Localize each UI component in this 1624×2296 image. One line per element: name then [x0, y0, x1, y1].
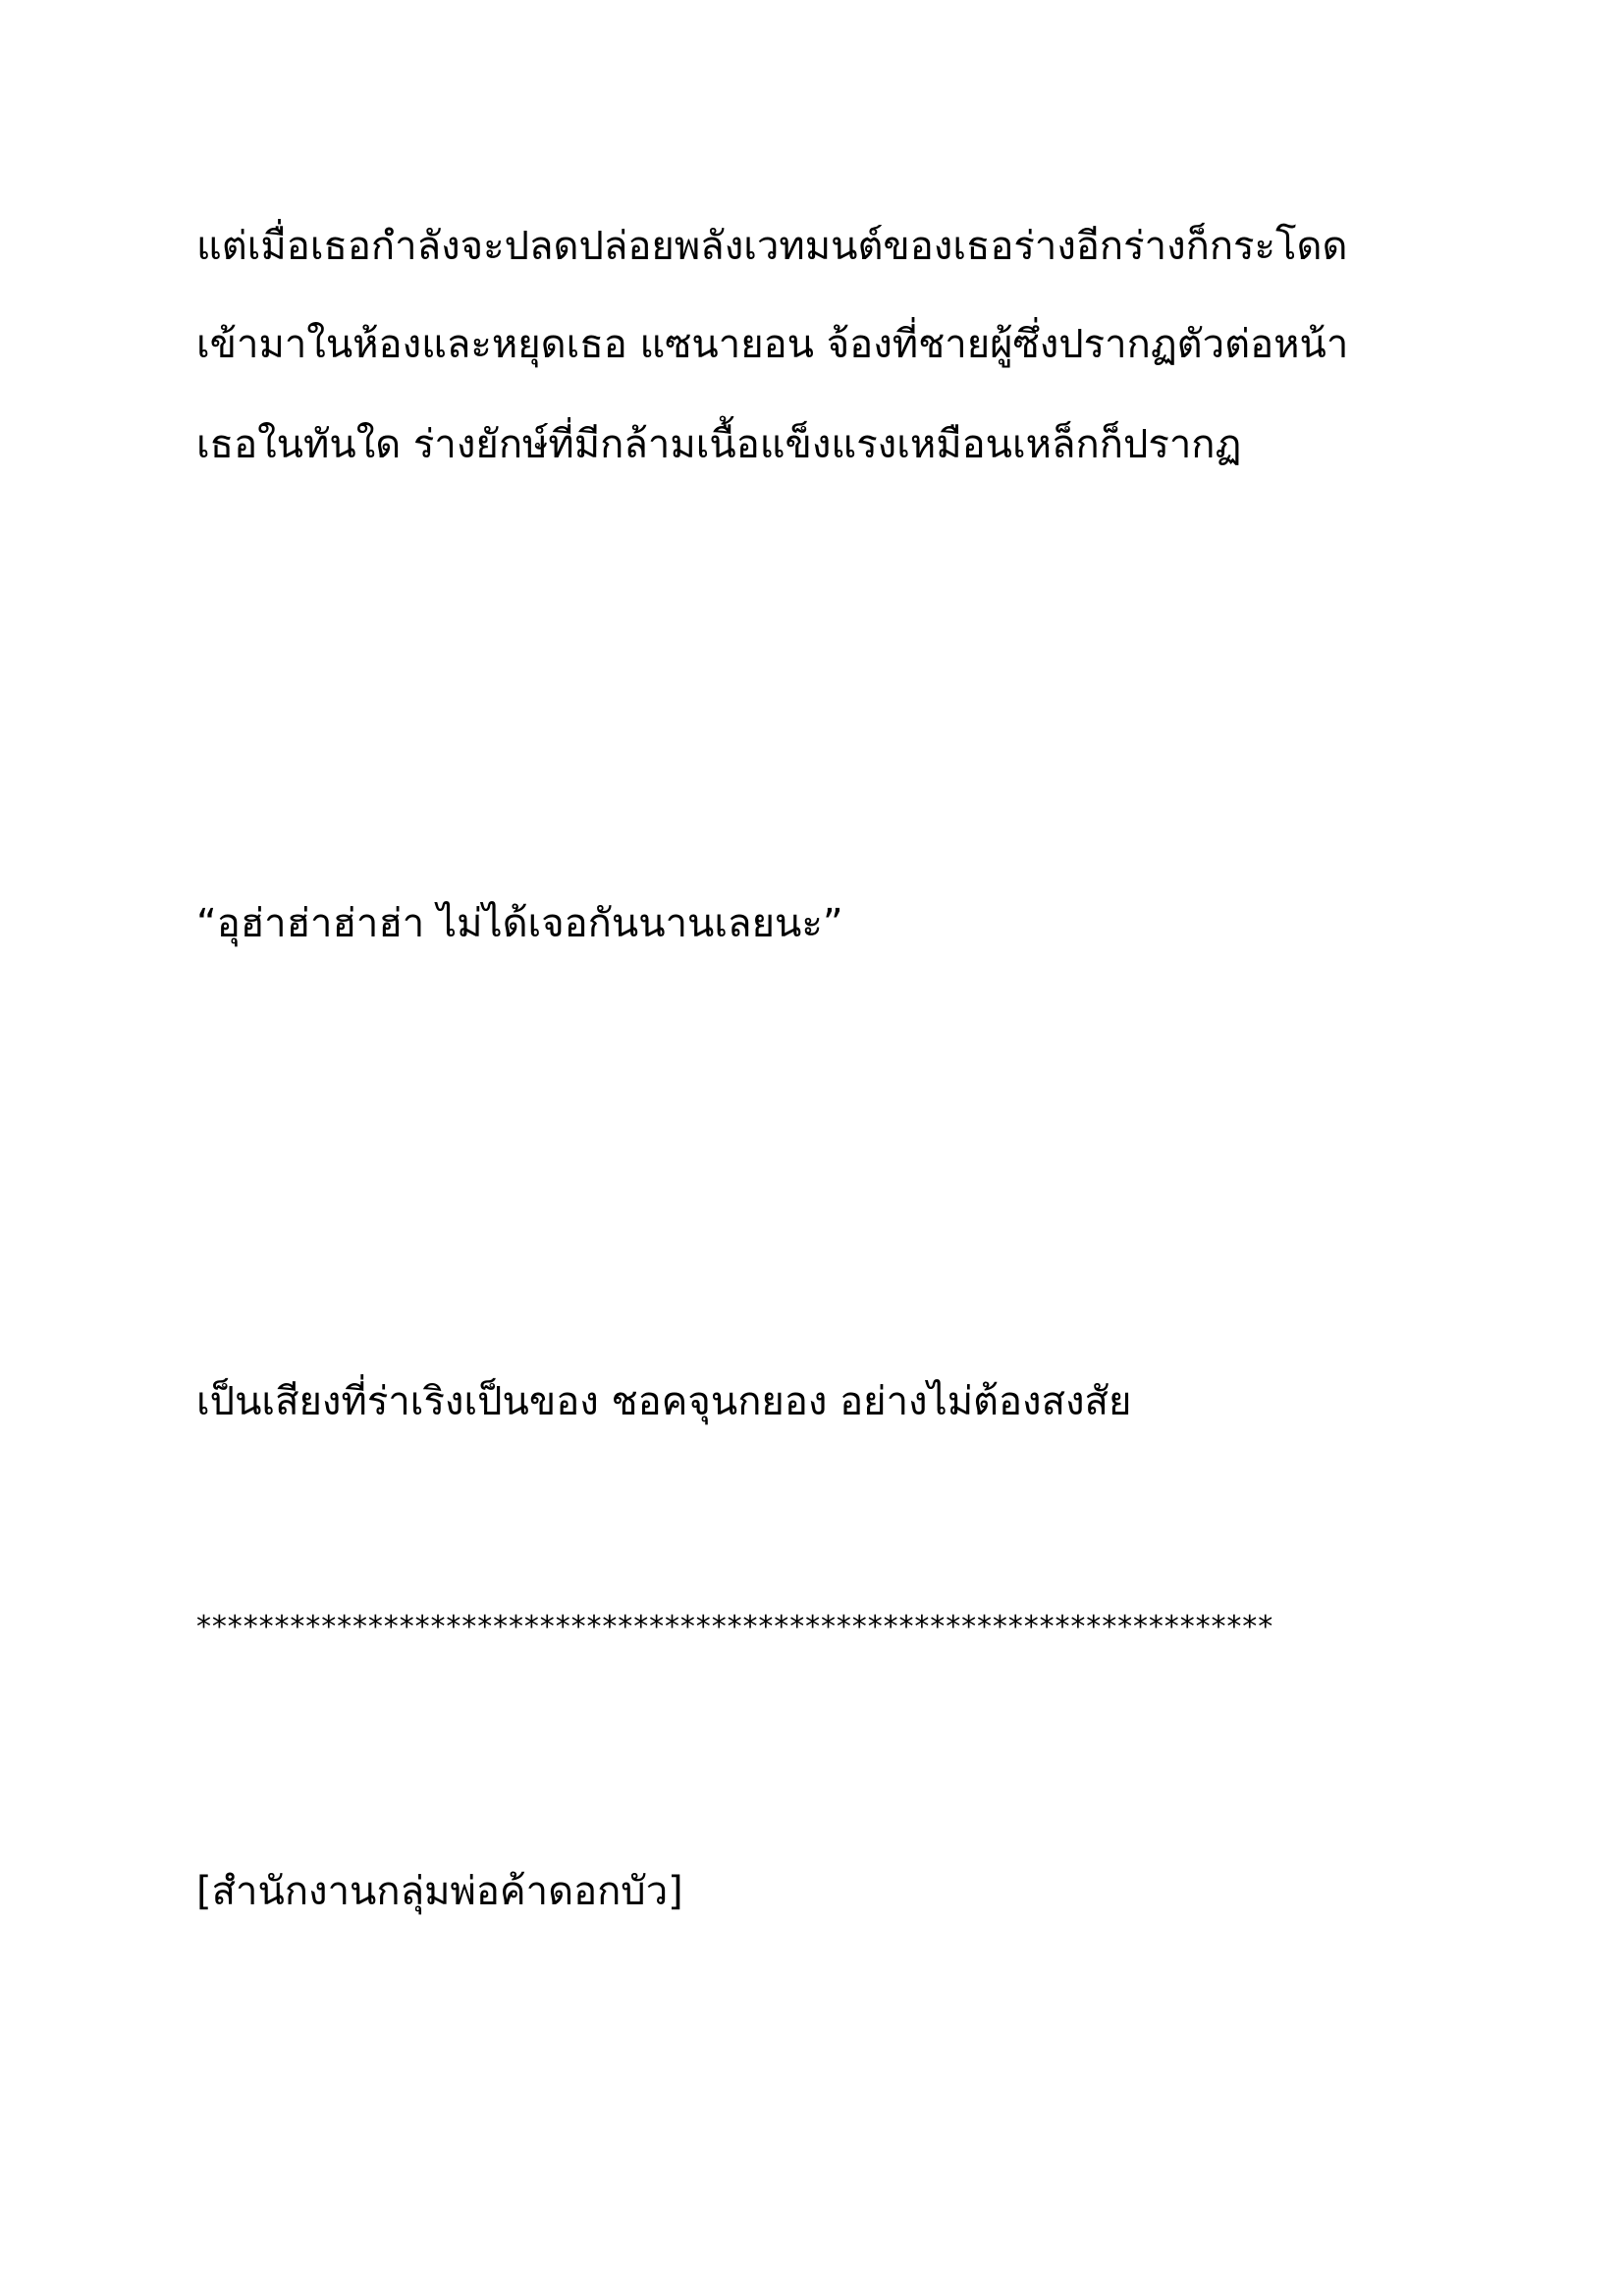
dialogue-quote: “อุฮ่าฮ่าฮ่าฮ่า ไม่ได้เจอกันนานเลยนะ” [196, 901, 843, 946]
scene-separator: ********************************************************************* [196, 1610, 1274, 1644]
paragraph-1-line-1: แต่เมื่อเธอกำลังจะปลดปล่อยพลังเวทมนต์ของเธอร่างอีกร่างก็กระโดด [196, 224, 1348, 269]
scene-heading: [สำนักงานกลุ่มพ่อค้าดอกบัว] [196, 1869, 683, 1914]
paragraph-1-line-3: เธอในทันใด ร่างยักษ์ที่มีกล้ามเนื้อแข็งแรงเหมือนเหล็กก็ปรากฏ [196, 422, 1242, 467]
paragraph-1-line-2: เข้ามาในห้องและหยุดเธอ แซนายอน จ้องที่ชายผู้ซึ่งปรากฏตัวต่อหน้า [196, 322, 1349, 367]
paragraph-2: เป็นเสียงที่ร่าเริงเป็นของ ชอคจุนกยอง อย่างไม่ต้องสงสัย [196, 1379, 1132, 1424]
